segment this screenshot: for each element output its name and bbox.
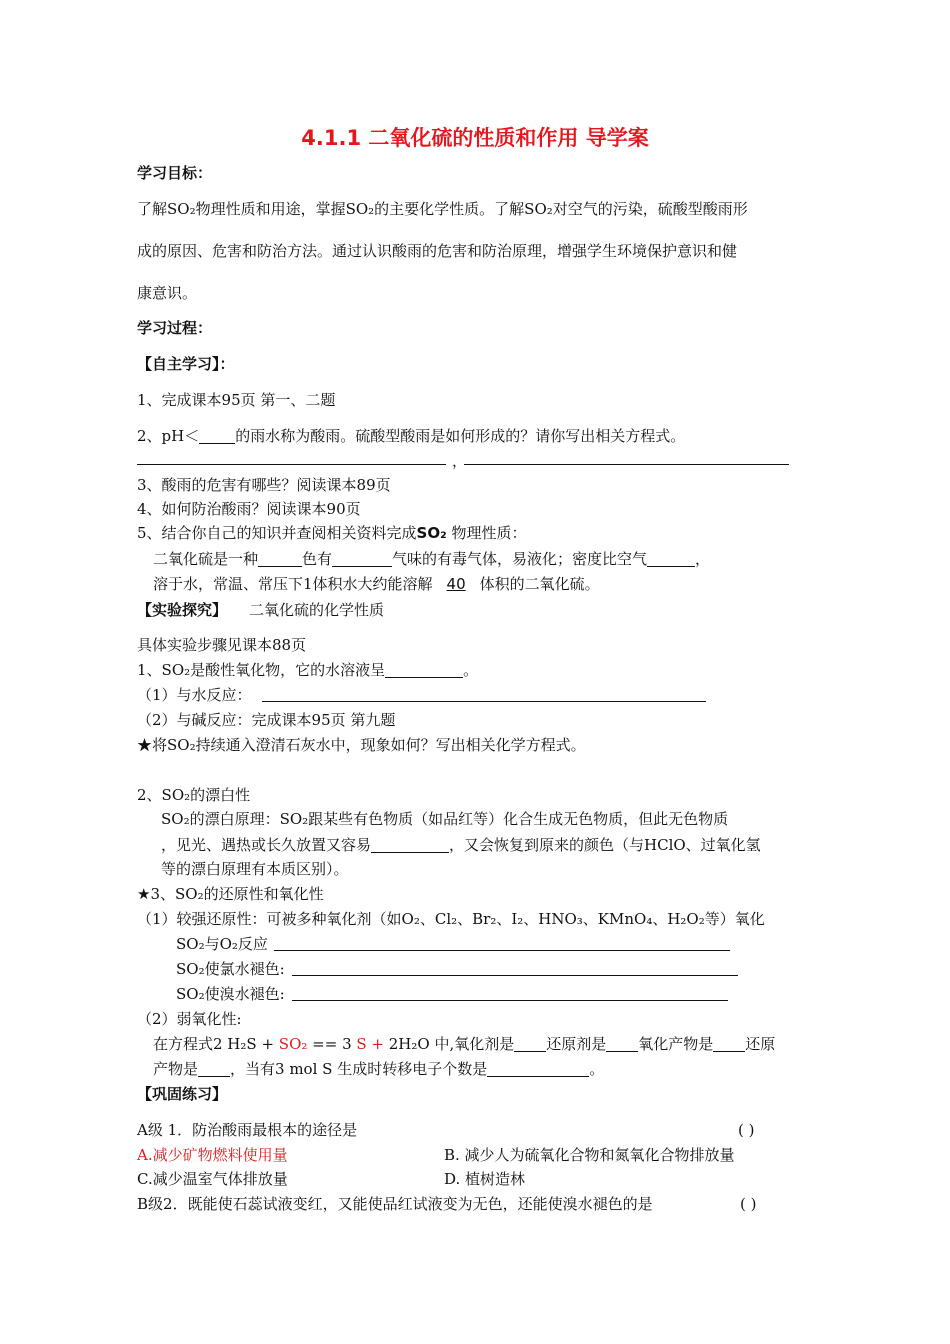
blank-oxidant[interactable] — [514, 1036, 546, 1052]
goals-text-line-2: 成的原因、危害和防治方法。通过认识酸雨的危害和防治原理，增强学生环境保护意识和健 — [137, 242, 738, 260]
blank-color[interactable] — [258, 551, 302, 567]
question-2: 2、pH＜ 的雨水称为酸雨。硫酸型酸雨是如何形成的？请你写出相关方程式。 — [137, 427, 686, 445]
practice-b-question: B级2．既能使石蕊试液变红，又能使品红试液变为无色，还能使溴水褪色的是 — [137, 1195, 653, 1213]
physical-properties-line-2: 溶于水，常温、常压下1体积水大约能溶解 40 体积的二氧化硫。 — [153, 575, 600, 593]
physical-properties-line-1: 二氧化硫是一种 色有 气味的有毒气体，易液化；密度比空气 ， — [153, 550, 711, 568]
blank-acidity[interactable] — [385, 662, 463, 678]
experiment-2: 2、SO₂的漂白性 — [137, 786, 251, 804]
question-5: 5、结合你自己的知识并查阅相关资料完成SO₂ 物理性质： — [137, 524, 527, 542]
blank-ph[interactable] — [199, 428, 235, 444]
answer-line-o2[interactable] — [274, 950, 730, 951]
so2-o2-reaction: SO₂与O₂反应 — [176, 935, 268, 953]
question-4: 4、如何防治酸雨？阅读课本90页 — [137, 500, 361, 518]
experiment-1-water: （1）与水反应： — [137, 686, 252, 704]
blank-smell[interactable] — [332, 551, 392, 567]
answer-line-1[interactable] — [137, 464, 446, 465]
answer-line-chlorine[interactable] — [292, 975, 738, 976]
answer-line-2[interactable] — [464, 464, 789, 465]
so2-chlorine-water: SO₂使氯水褪色: — [176, 960, 285, 978]
bleaching-line-1: SO₂的漂白原理：SO₂跟某些有色物质（如品红等）化合生成无色物质，但此无色物质 — [161, 810, 729, 828]
option-b[interactable]: B. 减少人为硫氧化合物和氮氧化合物排放量 — [444, 1146, 735, 1164]
self-study-heading: 【自主学习】： — [137, 355, 235, 373]
answer-line-water[interactable] — [262, 701, 706, 702]
blank-oxidation-product[interactable] — [713, 1036, 745, 1052]
experiment-1-star: ★将SO₂持续通入澄清石灰水中，现象如何？写出相关化学方程式。 — [137, 736, 586, 754]
practice-a-answer-paren[interactable]: ( ) — [738, 1121, 755, 1139]
goals-text-line-3: 康意识。 — [137, 284, 198, 302]
goals-heading: 学习目标： — [137, 164, 213, 182]
answer-line-bromine[interactable] — [292, 1000, 728, 1001]
solubility-value: 40 — [446, 575, 466, 593]
experiment-note: 具体实验步骤见课本88页 — [137, 636, 307, 654]
option-d[interactable]: D. 植树造林 — [444, 1170, 526, 1188]
oxidation-line-2: 产物是 ，当有3 mol S 生成时转移电子个数是 。 — [153, 1060, 605, 1078]
blank-reductant[interactable] — [606, 1036, 638, 1052]
question-1: 1、完成课本95页 第一、二题 — [137, 391, 336, 409]
bleaching-line-3: 等的漂白原理有本质区别）。 — [161, 860, 349, 878]
oxidation-equation: 在方程式2 H₂S + SO₂ == 3 S + 2H₂O 中,氧化剂是 还原剂是 氧化产物是 还原 — [153, 1035, 776, 1053]
blank-density[interactable] — [647, 551, 695, 567]
blank-bleach[interactable] — [371, 837, 449, 853]
option-a[interactable]: A.减少矿物燃料使用量 — [137, 1146, 288, 1164]
practice-a-question: A级 1．防治酸雨最根本的途径是 — [137, 1121, 358, 1139]
question-3: 3、酸雨的危害有哪些？阅读课本89页 — [137, 476, 391, 494]
so2-bromine-water: SO₂使溴水褪色: — [176, 985, 285, 1003]
experiment-1: 1、SO₂是酸性氧化物，它的水溶液呈 。 — [137, 661, 479, 679]
experiment-1-base: （2）与碱反应：完成课本95页 第九题 — [137, 711, 396, 729]
practice-b-answer-paren[interactable]: ( ) — [740, 1195, 757, 1213]
comma: ， — [452, 452, 468, 470]
reducing-property: （1）较强还原性：可被多种氧化剂（如O₂、Cl₂、Br₂、I₂、HNO₃、KMnO₄、H₂O₂等）氧化 — [137, 910, 765, 928]
practice-heading: 【巩固练习】 — [137, 1085, 228, 1103]
page-title: 4.1.1 二氧化硫的性质和作用 导学案 — [301, 126, 649, 150]
experiment-heading: 【实验探究】 二氧化硫的化学性质 — [137, 601, 385, 619]
bleaching-line-2: ，见光、遇热或长久放置又容易 ，又会恢复到原来的颜色（与HClO、过氧化氢 — [161, 836, 761, 854]
process-heading: 学习过程： — [137, 319, 213, 337]
goals-text-line-1: 了解SO₂物理性质和用途，掌握SO₂的主要化学性质。了解SO₂对空气的污染，硫酸型酸雨形 — [137, 200, 748, 218]
blank-reduction-product[interactable] — [198, 1061, 230, 1077]
experiment-3: ★3、SO₂的还原性和氧化性 — [137, 885, 324, 903]
blank-electrons[interactable] — [487, 1061, 589, 1077]
option-c[interactable]: C.减少温室气体排放量 — [137, 1170, 288, 1188]
oxidizing-property: （2）弱氧化性: — [137, 1010, 242, 1028]
